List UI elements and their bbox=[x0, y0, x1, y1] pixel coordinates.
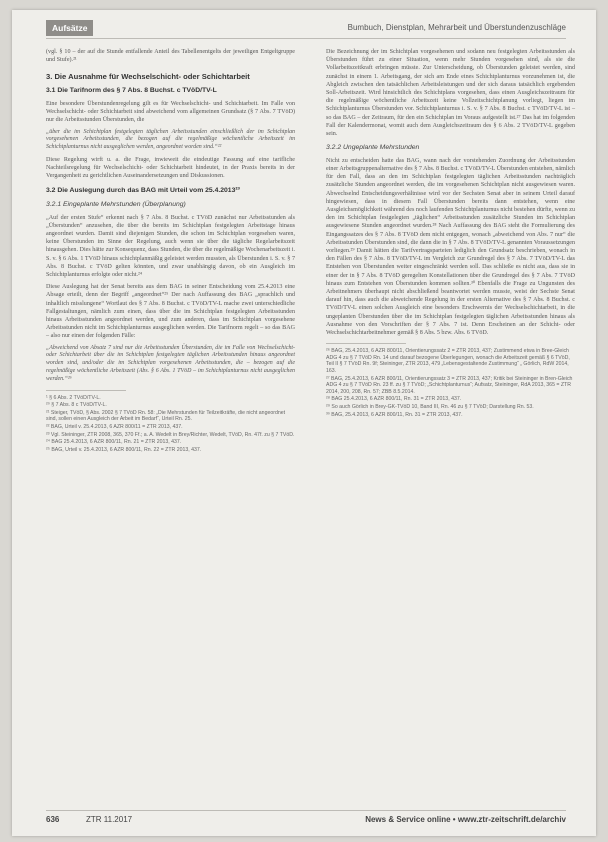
subsubsection-heading: 3.2.2 Ungeplante Mehrstunden bbox=[326, 144, 420, 152]
running-header bbox=[46, 20, 566, 39]
page-footer bbox=[46, 810, 566, 825]
footer-url: News & Service online • www.ztr-zeitschrift.de/archiv bbox=[365, 815, 566, 824]
footnote-divider bbox=[326, 343, 406, 344]
footnote: ²⁹ So auch Görlich in Brey-GK-TVöD 10, Band III, Rn. 46 zu § 7 TVöD; Darstellung Rn. 53. bbox=[326, 403, 534, 410]
left-column bbox=[46, 48, 295, 454]
footnote: ³⁰ BAG, 25.4.2013, 6 AZR 800/11, Rn. 31 = ZTR 2013, 437. bbox=[326, 411, 463, 418]
footnote: ²⁷ BAG, 25.4.2013, 6 AZR 800/11, Orientierungssatz 3 = ZTR 2013, 437; Kritik bei Steininger in Bren-Gleich ADG 4 zu § 7 TVöD Rn. 23 ff. zu § 7 TVöD; „Schichtplanturnus“; Aufsatz, Steininger, RdA 2013, 365 = ZTR 2014, 200, 208, Rn. 57; ZBB 8.5.2014. bbox=[326, 375, 573, 395]
quote: „Abweichend von Absatz 7 sind nur die Arbeitsstunden Überstunden, die im Falle von Wechselschicht- oder Schichtarbeit über die im Schichtplan festgelegten täglichen Arbeitsstunden hinaus angeordnet worden sind, und/oder die im Schichtplan vorgesehenen Arbeitsstunden, die – bezogen auf die regelmäßige wöchentliche Arbeitszeit (Abs. § 6 Abs. 1 TVöD – im Schichtplanturnus nicht ausgeglichen werden.“²⁶ bbox=[46, 344, 295, 382]
page-number: 636 bbox=[46, 815, 60, 824]
footnote-divider bbox=[46, 390, 126, 391]
footnote: ²⁵ BAG, Urteil v. 25.4.2013, 6 AZR 800/11, Rn. 22 = ZTR 2013, 437. bbox=[46, 446, 202, 453]
running-title: Bumbuch, Dienstplan, Mehrarbeit und Überstundenzuschläge bbox=[347, 23, 566, 32]
subsubsection-heading: 3.2.1 Eingeplante Mehrstunden (Überplanung) bbox=[46, 201, 186, 209]
footnote: ²⁴ BAG 25.4.2013, 6 AZR 800/11, Rn. 21 = ZTR 2013, 437. bbox=[46, 439, 182, 446]
footnote: ²² BAG, Urteil v. 25.4.2013, 6 AZR 800/11 = ZTR 2013, 437. bbox=[46, 423, 183, 430]
footnote: ²³ Vgl. Steininger, ZTR 2008, 365, 370 Ff.; a. A. Wedelt in Brey/Richter, Wedelt, TVöD, Rn. 47f. zu § 7 TVöD. bbox=[46, 431, 295, 438]
paragraph: Die Bezeichnung der im Schichtplan vorgesehenen und sodann neu festgelegten Arbeitsstunden als Überstunden führt zu einer Situation, wenn mehr Stunden vorgesehen sind, als sie die Vollarbeitszeitkraft erbringen müsste. Zur Unterscheidung, ob Überstunden geleistet werden, sind zunächst in einem 1. Arbeitsgang, der sich am Ende eines Schichtplanturnus vorzunehmen ist, die Abgleich zwischen den tatsächlichen Arbeitsleistungen und der sich daraus tatsächlich ergebenden Soll-Arbeitszeit. Wird hinsichtlich des Schichtplans vorgesehen, dass einen Ausgleichszeitraum für die regelmäßige wöchentliche Arbeitszeit keine Vollzeitschichtplanung vorliegt, liegen im Schichtplanturnus Überstunden vor. Schichtplanturnus i. S. v. § 7 Abs. 8 Buchst. c TVöD/TV-L ist – so das BAG – der Zeitraum, für den ein Schichtplan im Voraus aufgestellt ist.²⁷ Das hat im folgenden Fall der Kalendermonat, womit auch dem Ausgleichszeitraum des § 6 Abs. 2 TVöD/TV-L gegeben sein. bbox=[326, 49, 575, 138]
footnote: ²⁰ § 7 Abs. 8 c TVöD/TV-L. bbox=[46, 402, 107, 409]
subsection-heading: 3.1 Die Tarifnorm des § 7 Abs. 8 Buchst. c TVöD/TV-L bbox=[46, 87, 217, 95]
quote: „über die im Schichtplan festgelegten täglichen Arbeitsstunden einschließlich der im Schichtplan vorgesehenen Arbeitsstunden, die bezogen auf die regelmäßige wöchentliche Arbeitszeit im Schichtplanturnus nicht ausgeglichen werden, angeordnet worden sind.“²² bbox=[46, 128, 295, 151]
paragraph: Eine besondere Überstundenregelung gilt es für Wechselschicht- und Schichtarbeit. Im Falle von Wechselschicht- oder Schichtarbeit sind abweichend vom allgemeinen Grundsatz (§ 7 Abs. 7 TVöD) nur die Arbeitsstunden Überstunden, die bbox=[46, 100, 295, 124]
section-heading: 3. Die Ausnahme für Wechselschicht- oder Schichtarbeit bbox=[46, 72, 250, 82]
footnote: ¹ § 6 Abs. 2 TVöD/TV-L. bbox=[46, 394, 101, 401]
paragraph: Diese Auslegung hat der Senat bereits aus dem BAG in seiner Entscheidung vom 25.4.2013 eine Absage erteilt, denn der Begriff „angeordnet“²⁵ Der nach Auffassung des BAG „sprachlich und inhaltlich misslungene“ Wortlaut des § 7 Abs. 8 Buchst. c TVöD/TV-L mache zwei unterschiedliche Fallgestaltungen, nämlich zum einen, dass über die im Schichtplan festgelegten Arbeitsstunden hinaus Arbeitsstunden angeordnet werden, und zum anderen, dass im Schichtplan vorgesehene Arbeitsstunden nicht im Schichtplanturnus ausgeglichen werden. Die Tarifnorm regelt – so das BAG – also nur einen der folgenden Fälle: bbox=[46, 284, 295, 340]
footnote: ²⁶ BAG, 25.4.2013, 6 AZR 800/11, Orientierungssatz 2 = ZTR 2013, 437; Zustimmend etwa in Bree-Gleich ADG 4 zu § 7 TVöD Rn. 14 und darauf bezogene Überlegungen, wonach die Arbeitszeit gemäß § 6 TVöD, Teil II § 7 TVöD Rn. 9f; Steininger, ZTR 2013, 479 „Lebensgestaltende Zustimmung“ „ Görlich, RdW 2014, 163. bbox=[326, 348, 570, 374]
section-tab: Aufsätze bbox=[46, 20, 93, 36]
right-column bbox=[326, 48, 575, 419]
footnotes bbox=[46, 395, 295, 454]
journal-issue: ZTR 11.2017 bbox=[86, 815, 133, 824]
paragraph: Nicht zu entscheiden hatte das BAG, wann nach der vorstehenden Zuordnung der Arbeitsstunden einer Arbeitsgruppenalternative des § 7 Abs. 8 Buchst. c TVöD/TV-L Überstunden entstehen, nämlich für den Fall, dass an den im Schichtplan festgelegten täglichen Arbeitsstunden nachträglich zusätzliche Stunden angeordnet werden, die im vorgesehenen Schichtplan nicht ausgewiesen waren. Abwechselnd Entscheidungsverhältnisse wird vor der Sechsten Senat aber in seinem Urteil darauf hingewiesen, dass in diesem Fall Überstunden bereits dann entstehen, wenn eine Ausgleichsmöglichkeit während des noch laufenden Schichtplanturnus nicht bestehen dürfte, wenn zu den im Schichtplan festgelegten „täglichen“ Arbeitsstunden zusätzliche Stunden im Schichtplan ausgewiesene Stunden angeordnet wurden.²⁸ Nach Auffassung des BAG steht die Formulierung des Eingangssatzes des § 7 Abs. 8 TVöD dem nicht entgegen, wonach „abweichend von Abs. 7 nur“ die Arbeitsstunden Überstunden sind, die dann die in § 7 Abs. 8 TVöD/TV-L genannten Voraussetzungen vorliegen.²⁹ Damit hätten die Tarifvertragsparteien lediglich den Grundsatz beschrieben, wonach in den Fällen des § 7 Abs. 8 TVöD/TV-L im Vergleich zur Grundregel des § 7 Abs. 7 TVöD/TV-L das Entstehen von Überstunden weiter eingeschränkt werden soll. Das schließe es nicht aus, dass sie in einer der in § 7 Abs. 8 TVöD geregelten Konstellationen über die Grundregel des § 7 Abs. 7 TVöD hinaus zum Entstehen von Überstunden kommen sollten.³⁰ Ebenfalls die Frage zu Ungunsten des Arbeitnehmers überhaupt nicht abschließend beantwortet werden musste, weist der Sechste Senat darauf hin, dass auch die abweichende Regelung in der ersten Alternative des § 7 Abs. 8 Buchst. c TVöD/TV-L einen solchen Ausgleich eine besonders Erschwernis der Wechselschichtarbeit, in die ungeplanten Überstunden über die im Schichtplan festgelegten täglichen Arbeitsstunden hinaus als Ausnahme von den Vorschriften der § 7 Abs. 7 ist. Denn Erscheinen an der Schicht- oder Wechselschichtarbeitnehmer gemäß § 8 Abs. 5 bzw. Abs. 6 TVöD. bbox=[326, 157, 575, 336]
footnote: ²⁸ BAG 25.4.2013, 6 AZR 800/11, Rn. 31 = ZTR 2013, 437. bbox=[326, 396, 462, 403]
paragraph: (vgl. § 10 – der auf die Stunde entfallende Anteil des Tabellenentgelts der jeweiligen Entgeltgruppe und Stufe).²¹ bbox=[46, 49, 295, 64]
footnote: ²¹ Steiger, TVöD, § Abs. 2002 § 7 TVöD Rn. 58: „Die Mehrstunden für Teilzeitkräfte, die nicht angeordnet sind, sollen einen Ausgleich der Arbeit im Bedarf“, Urteil Rn. 25. bbox=[46, 409, 286, 423]
document-page bbox=[12, 10, 596, 836]
subsection-heading: 3.2 Die Auslegung durch das BAG mit Urteil vom 25.4.2013²³ bbox=[46, 186, 240, 194]
footnotes bbox=[326, 348, 575, 418]
paragraph: „Auf der ersten Stufe“ erkennt nach § 7 Abs. 8 Buchst. c TVöD zunächst nur Arbeitsstunden als „Überstunden“ anzusehen, die über die bereits im Schichtplan festgelegten Arbeitstage hinaus angeordnet wurden. Damit sind diejenigen Stunden, die schon im Schichtplan vorgesehen waren, keine Überstunden im Sinne der Regelung, auch wenn sie über die tägliche Regelarbeitszeit hinausgehen. Dies hätte zur Konsequenz, dass Stunden, die über die regelmäßige Wochenarbeitszeit i. S. v. § 6 Abs. 1 TVöD hinaus schichtplanmäßig geleistet werden mussten, als Überstunden i. S. v. § 7 Abs. 8 Buchst. c TVöD gelten könnten, und zwar unabhängig davon, ob ein Ausgleich im Schichtplanturnus erfolgte oder nicht.²⁴ bbox=[46, 214, 295, 278]
paragraph: Diese Regelung wirft u. a. die Frage, inwieweit die eindeutige Fassung auf eine tarifliche Nachteilsregelung für Wechselschicht- oder Schichtarbeit hindeutet, in der Praxis bereits in der Vergangenheit zu gerichtlichen Auseinandersetzungen und Diskussionen. bbox=[46, 156, 295, 180]
